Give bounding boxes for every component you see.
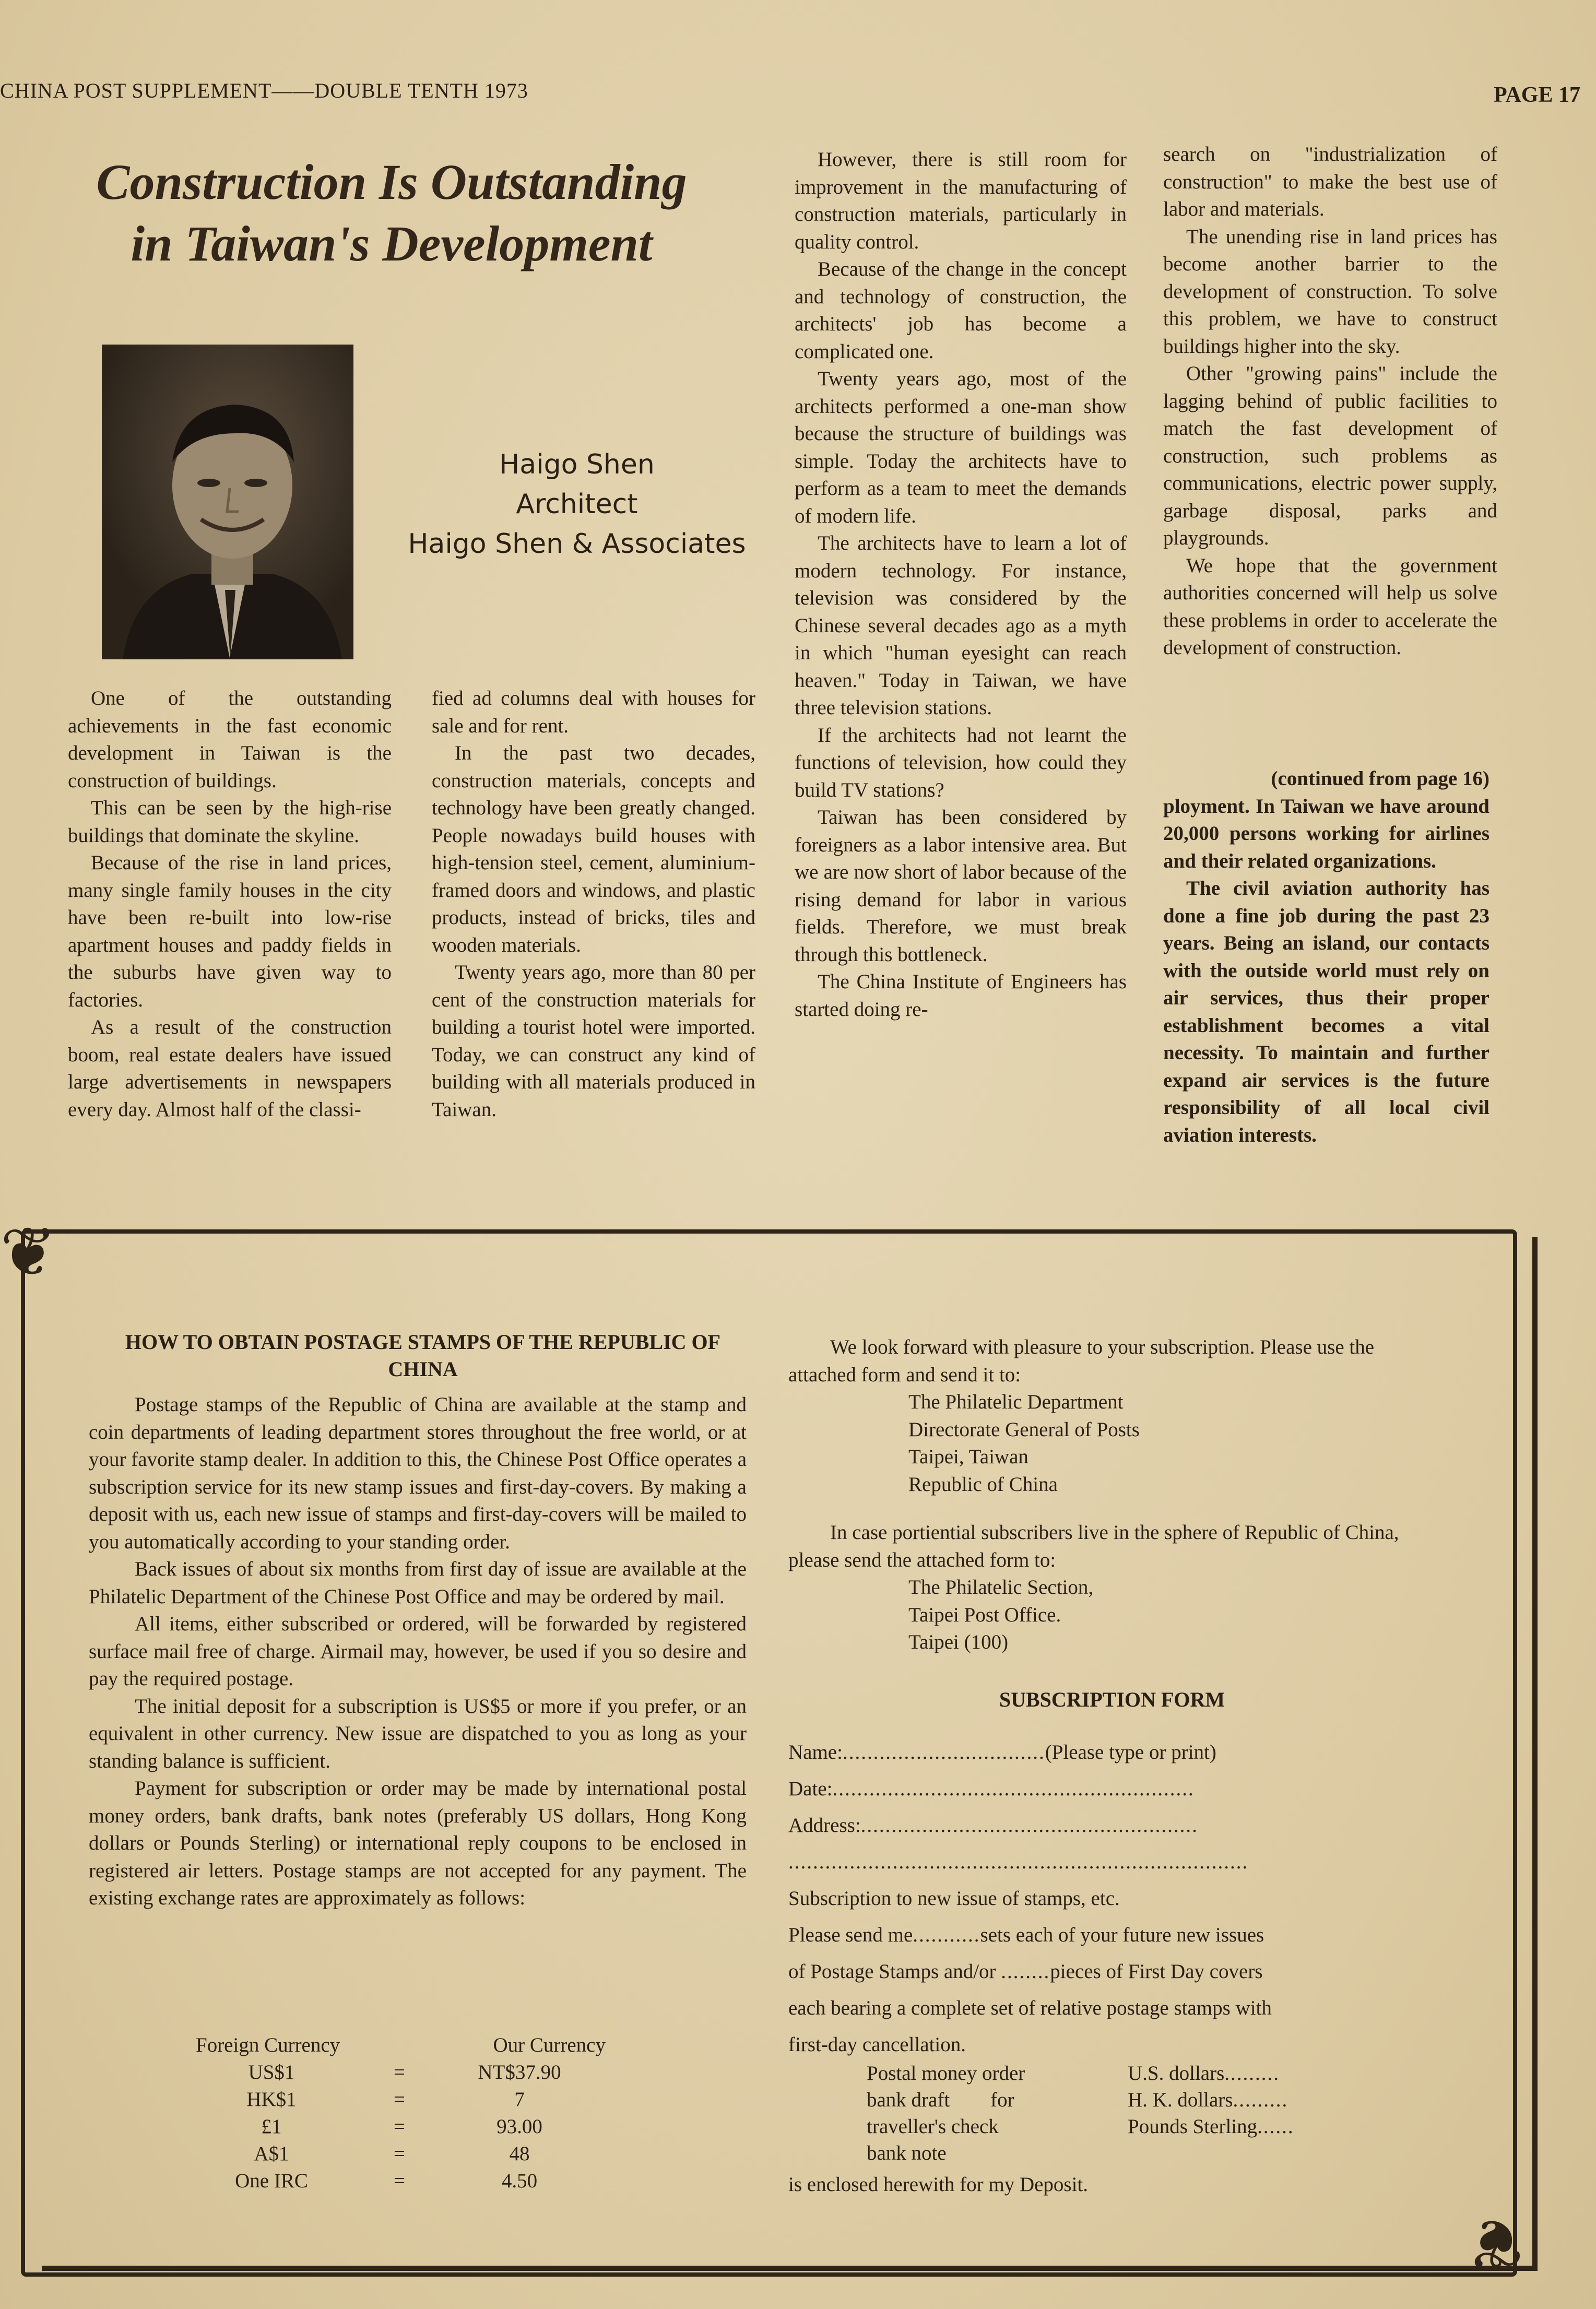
address-line: Directorate General of Posts bbox=[908, 1418, 1140, 1441]
equals-sign: = bbox=[394, 2061, 405, 2083]
paragraph: We hope that the government authorities concerned will help us solve these problems in order to accelerate the development of construction. bbox=[1163, 554, 1497, 659]
paragraph: The unending rise in land prices has become another barrier to the development of construction. To solve this problem, we have to construct buildings higher into the sky. bbox=[1163, 225, 1497, 358]
continued-article bbox=[1163, 765, 1489, 1149]
foreign-currency: US$1 bbox=[248, 2061, 295, 2083]
paragraph: Back issues of about six months from first day of issue are available at the Philatelic Department of the Chinese Post Office and may be ordered by mail. bbox=[89, 1558, 747, 1608]
paragraph: Because of the change in the concept and technology of construction, the architects' job has become a complicated one. bbox=[795, 258, 1127, 363]
pieces-blank[interactable]: ........ bbox=[1001, 1960, 1050, 1983]
name-field[interactable]: Name:.................................(Please type or print) bbox=[788, 1741, 1216, 1763]
paragraph: As a result of the construction boom, real estate dealers have issued large advertisements in newspapers every day. Almost half of the classi- bbox=[68, 1016, 392, 1121]
paragraph: However, there is still room for improvement in the manufacturing of construction materials, particularly in quality control. bbox=[795, 148, 1127, 253]
author-firm: Haigo Shen & Associates bbox=[408, 528, 746, 560]
table-row bbox=[178, 2113, 679, 2140]
address-line: Taipei (100) bbox=[908, 1631, 1009, 1653]
table-row bbox=[178, 2086, 679, 2113]
send-line bbox=[788, 1917, 1436, 1953]
article-headline bbox=[78, 151, 705, 275]
mailing-instructions bbox=[788, 1334, 1436, 1656]
mailing-address-1 bbox=[788, 1389, 1436, 1498]
sets-blank[interactable]: ........... bbox=[913, 1924, 980, 1946]
local-amount: 4.50 bbox=[501, 2170, 538, 2192]
paragraph: In the past two decades, construction materials, concepts and technology have been greatly changed. People nowadays build houses with high-tension steel, cement, aluminium-framed doors and windows, and plastic products, instead of bricks, tiles and wooden materials. bbox=[432, 742, 755, 956]
paragraph: Taiwan has been considered by foreigners as a labor intensive area. But we are now short of labor because of the rising demand for labor in various fields. Therefore, we must break through this bottleneck. bbox=[795, 806, 1127, 966]
currency-option[interactable]: H. K. dollars......... bbox=[1128, 2089, 1288, 2111]
stamp-ad-title: HOW TO OBTAIN POSTAGE STAMPS OF THE REPUBLIC OF CHINA bbox=[125, 1330, 721, 1381]
exchange-rate-table bbox=[178, 2032, 679, 2195]
equals-sign: = bbox=[394, 2142, 405, 2165]
send-text: sets each of your future new issues bbox=[980, 1924, 1264, 1946]
address-line: The Philatelic Section, bbox=[908, 1576, 1094, 1598]
subscription-form-title: SUBSCRIPTION FORM bbox=[999, 1688, 1225, 1711]
paragraph: Twenty years ago, more than 80 per cent of the construction materials for building a tourist hotel were imported. Today, we can construct any kind of building with all materials produced in Taiwan. bbox=[432, 961, 755, 1121]
table-header bbox=[178, 2032, 679, 2059]
headline-line-1: Construction Is Outstanding bbox=[96, 154, 687, 210]
paragraph: The architects have to learn a lot of modern technology. For instance, television was considered by the Chinese several decades ago as a myth in which "human eyesight can reach heaven." Today in Taiwan, we have three television stations. bbox=[795, 532, 1127, 719]
date-field[interactable]: Date:........................................................... bbox=[788, 1778, 1195, 1800]
foreign-currency: One IRC bbox=[235, 2170, 308, 2192]
paragraph: All items, either subscribed or ordered, will be forwarded by registered surface mail free of charge. Airmail may, however, be used if you so desire and pay the required postage. bbox=[89, 1613, 747, 1690]
foreign-currency: £1 bbox=[261, 2115, 282, 2138]
foreign-currency: A$1 bbox=[254, 2142, 289, 2165]
send-text: Please send me bbox=[788, 1924, 913, 1946]
paragraph: Postage stamps of the Republic of China are available at the stamp and coin departments of leading department stores throughout the free world, or at your favorite stamp dealer. In addition to this, the Chinese Post Office operates a subscription service for its new stamp issues and first-day-covers. By making a deposit with us, each new issue of stamps and first-day-covers will be mailed to you automatically according to your standing order. bbox=[89, 1393, 747, 1553]
stamp-ad-body bbox=[89, 1391, 747, 1912]
headline-line-2: in Taiwan's Development bbox=[131, 216, 653, 271]
send-text: pieces of First Day covers bbox=[1050, 1960, 1263, 1983]
send-line bbox=[788, 1953, 1436, 1990]
paragraph: Payment for subscription or order may be made by international postal money orders, bank drafts, bank notes (preferably US dollars, Hong Kong dollars or Pounds Sterling) or international reply coupons to be enclosed in registered air letters. Postage stamps are not accepted for any payment. The existing exchange rates are approximately as follows: bbox=[89, 1777, 747, 1909]
address-label: Address: bbox=[788, 1814, 861, 1837]
article-column-4 bbox=[1163, 141, 1497, 662]
author-title: Architect bbox=[516, 489, 638, 520]
send-line: first-day cancellation. bbox=[788, 2033, 966, 2056]
article-column-3 bbox=[795, 146, 1127, 1023]
address-field[interactable]: Address:....................................................... bbox=[788, 1814, 1198, 1837]
address-line: Republic of China bbox=[908, 1473, 1058, 1496]
address-line: Taipei, Taiwan bbox=[908, 1446, 1028, 1468]
paragraph: In case portiential subscribers live in the sphere of Republic of China, please send the attached form to: bbox=[788, 1521, 1399, 1571]
address-line: Taipei Post Office. bbox=[908, 1603, 1061, 1626]
equals-sign: = bbox=[394, 2170, 405, 2192]
scroll-ornament-icon: ❦ bbox=[0, 1215, 57, 1290]
currency-option[interactable]: Pounds Sterling...... bbox=[1128, 2115, 1294, 2138]
paragraph: If the architects had not learnt the functions of television, how could they build TV stations? bbox=[795, 724, 1127, 801]
paragraph: search on "industrialization of construction" to make the best use of labor and materials. bbox=[1163, 143, 1497, 220]
border-shadow bbox=[1532, 1237, 1538, 2271]
subscription-form bbox=[788, 1734, 1436, 2203]
portrait-photo bbox=[102, 345, 353, 659]
paragraph: The initial deposit for a subscription is US$5 or more if you prefer, or an equivalent in other currency. New issue are dispatched to you as long as your standing balance is sufficient. bbox=[89, 1695, 747, 1772]
paragraph: We look forward with pleasure to your subscription. Please use the attached form and send it to: bbox=[788, 1336, 1375, 1386]
article-column-2 bbox=[432, 685, 755, 1123]
scroll-ornament-icon: ❦ bbox=[1467, 2205, 1524, 2280]
border-shadow bbox=[42, 2266, 1535, 2271]
payment-row bbox=[788, 2060, 1436, 2087]
payment-method[interactable]: traveller's check bbox=[867, 2115, 999, 2138]
paragraph: Because of the rise in land prices, many single family houses in the city have been re-built into low-rise apartment houses and paddy fields in the suburbs have given way to factories. bbox=[68, 851, 392, 1011]
paragraph: ployment. In Taiwan we have around 20,000 persons working for airlines and their related organizations. bbox=[1163, 795, 1489, 872]
paragraph: fied ad columns deal with houses for sale and for rent. bbox=[432, 687, 755, 737]
closing-line: is enclosed herewith for my Deposit. bbox=[788, 2173, 1089, 2196]
local-amount: 93.00 bbox=[496, 2115, 542, 2138]
payment-row bbox=[788, 2140, 1436, 2166]
paragraph: One of the outstanding achievements in the fast economic development in Taiwan is the construction of buildings. bbox=[68, 687, 392, 792]
subscription-line: Subscription to new issue of stamps, etc. bbox=[788, 1887, 1120, 1910]
foreign-currency: HK$1 bbox=[246, 2088, 297, 2111]
name-label: Name: bbox=[788, 1741, 843, 1763]
payment-method[interactable]: bank note bbox=[867, 2142, 947, 2164]
equals-sign: = bbox=[394, 2115, 405, 2138]
paragraph: The China Institute of Engineers has started doing re- bbox=[795, 970, 1127, 1021]
column-header: Our Currency bbox=[493, 2034, 606, 2056]
address-field-line-2[interactable]: ........................................................................... bbox=[788, 1851, 1249, 1873]
mailing-address-2 bbox=[788, 1574, 1436, 1656]
payment-row bbox=[788, 2113, 1436, 2140]
table-row bbox=[178, 2059, 679, 2086]
address-line: The Philatelic Department bbox=[908, 1391, 1124, 1413]
currency-option[interactable]: U.S. dollars......... bbox=[1128, 2062, 1280, 2085]
payment-method[interactable]: bank draft for bbox=[867, 2089, 1014, 2111]
local-amount: NT$37.90 bbox=[478, 2061, 561, 2083]
article-column-1 bbox=[68, 685, 392, 1123]
paragraph: The civil aviation authority has done a fine job during the past 23 years. Being an island, our contacts with the outside world must rely on air services, thus their proper establishment becomes a vital necessity. To maintain and further expand air services is the future responsibility of all local civil aviation interests. bbox=[1163, 877, 1489, 1146]
column-header: Foreign Currency bbox=[196, 2034, 340, 2056]
payment-row bbox=[788, 2087, 1436, 2113]
page-number: PAGE 17 bbox=[1493, 83, 1580, 107]
author-name: Haigo Shen bbox=[499, 449, 655, 480]
equals-sign: = bbox=[394, 2088, 405, 2111]
name-note: (Please type or print) bbox=[1045, 1741, 1216, 1763]
paragraph: This can be seen by the high-rise buildings that dominate the skyline. bbox=[68, 797, 392, 847]
local-amount: 7 bbox=[514, 2088, 525, 2111]
table-row bbox=[178, 2168, 679, 2195]
byline bbox=[386, 445, 767, 564]
paragraph: Twenty years ago, most of the architects performed a one-man show because the structure of buildings was simple. Today the architects have to perform as a team to meet the demands of modern life. bbox=[795, 368, 1127, 527]
author-portrait bbox=[102, 345, 353, 659]
continued-label: (continued from page 16) bbox=[1271, 767, 1489, 790]
send-text: of Postage Stamps and/or bbox=[788, 1960, 996, 1983]
send-line: each bearing a complete set of relative postage stamps with bbox=[788, 1997, 1272, 2019]
payment-options bbox=[788, 2060, 1436, 2166]
local-amount: 48 bbox=[509, 2142, 530, 2165]
paragraph: Other "growing pains" include the lagging behind of public facilities to match the fast development of construction, such problems as communications, electric power supply, garbage disposal, parks and playgrounds. bbox=[1163, 362, 1497, 549]
table-row bbox=[178, 2140, 679, 2168]
running-header: CHINA POST SUPPLEMENT——DOUBLE TENTH 1973 bbox=[0, 79, 528, 102]
date-label: Date: bbox=[788, 1778, 833, 1800]
payment-method[interactable]: Postal money order bbox=[867, 2062, 1025, 2085]
